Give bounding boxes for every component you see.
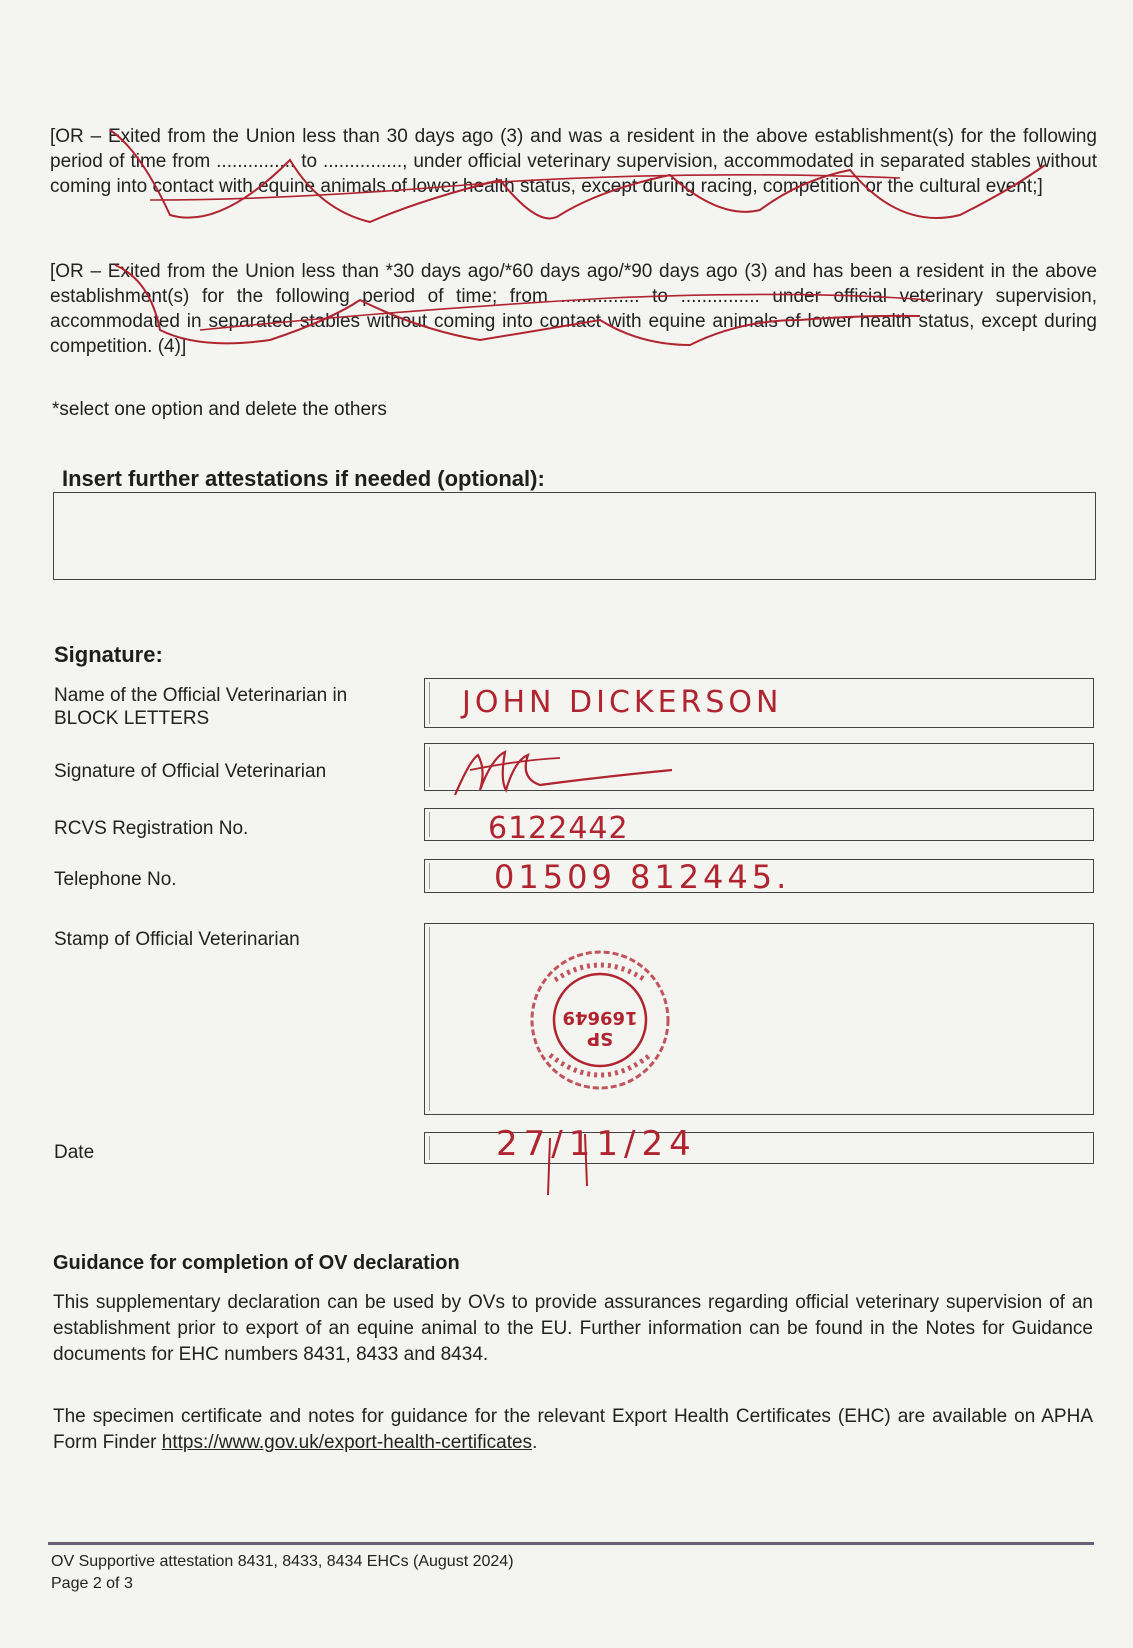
footer-rule (48, 1542, 1094, 1545)
signature-heading: Signature: (54, 642, 163, 667)
guidance-paragraph-2-text: The specimen certificate and notes for guidance for the relevant Export Health Certificates (EHC) are available on APHA Form Finder (53, 1406, 1093, 1453)
official-vet-stamp (525, 945, 675, 1095)
guidance-paragraph-2-end: . (532, 1432, 538, 1453)
guidance-paragraph-2 (53, 1404, 1093, 1456)
signature-field[interactable] (424, 743, 1094, 791)
select-option-note: *select one option and delete the others (52, 399, 387, 420)
rcvs-label: RCVS Registration No. (54, 818, 249, 839)
or-multi-days-text: [OR – Exited from the Union less than *30 days ago/*60 days ago/*90 days ago (3) and has been a resident in the above establishment(s) for the following period of time; from ............... to ............... under official veterinary supervision, accommodated in separated stables without coming into contact with equine animals of lower health status, except during competition. (4)] (50, 261, 1097, 357)
footer (51, 1551, 514, 1595)
name-value: JOHN DICKERSON (462, 685, 783, 720)
date-value: 27/11/24 (496, 1124, 697, 1164)
stamp-code: SP 169649 (562, 1007, 638, 1049)
name-label-line2: BLOCK LETTERS (54, 708, 210, 729)
or-30-days-paragraph (50, 124, 1097, 199)
signature-label: Signature of Official Veterinarian (54, 761, 327, 782)
stamp-label: Stamp of Official Veterinarian (54, 929, 300, 950)
guidance-paragraph-1: This supplementary declaration can be used by OVs to provide assurances regarding official veterinary supervision of an establishment prior to export of an equine animal to the EU. Further information can be found in the Notes for Guidance documents for EHC numbers 8431, 8433 and 8434. (53, 1292, 1093, 1365)
or-30-days-text: [OR – Exited from the Union less than 30 days ago (3) and was a resident in the above establishment(s) for the following period of time from ............... to ..............., under official veterinary supervision, accommodated in separated stables without coming into contact with equine animals of lower health status, except during racing, competition or the cultural event;] (50, 126, 1097, 197)
telephone-label: Telephone No. (54, 869, 177, 890)
footer-page-label: Page 2 of 3 (51, 1575, 133, 1592)
name-label-line1: Name of the Official Veterinarian in (54, 685, 348, 706)
guidance-heading: Guidance for completion of OV declaration (53, 1252, 460, 1274)
name-label (54, 684, 347, 730)
telephone-value: 01509 812445. (494, 858, 791, 896)
further-attestations-heading: Insert further attestations if needed (optional): (62, 466, 545, 491)
date-label: Date (54, 1142, 95, 1163)
form-finder-link[interactable]: https://www.gov.uk/export-health-certificates (161, 1432, 533, 1453)
footer-doc-title: OV Supportive attestation 8431, 8433, 8434 EHCs (August 2024) (51, 1553, 514, 1570)
further-attestations-box[interactable] (53, 492, 1096, 580)
rcvs-value: 6122442 (488, 811, 629, 846)
or-multi-days-paragraph (50, 259, 1097, 359)
